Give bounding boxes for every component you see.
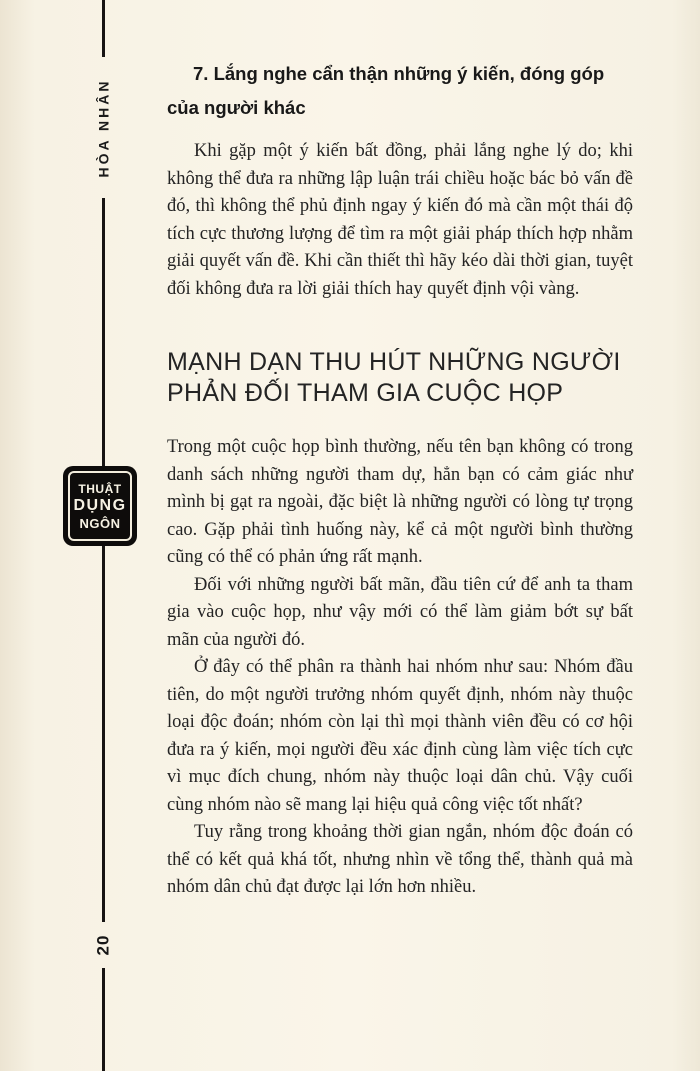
paragraph-3: Đối với những người bất mãn, đầu tiên cứ để anh ta tham gia vào cuộc họp, như vậy mới có thể làm giảm bớt sự bất mãn của người đó. [167, 574, 633, 650]
section-heading [167, 347, 633, 409]
spine-rule-bottom [102, 968, 105, 1071]
section-heading-line-2: PHẢN ĐỐI THAM GIA CUỘC HỌP [167, 379, 564, 407]
author-name-vertical [84, 57, 122, 198]
paragraph-2: Trong một cuộc họp bình thường, nếu tên bạn không có trong danh sách những người tham dự, hẳn bạn có cảm giác như mình bị gạt ra ngoài, đặc biệt là những người có lòng tự trọng cao. Gặp phải tình huống này, kể cả một người bình thường cũng có thể có phản ứng rất mạnh. [167, 437, 633, 567]
page-number [84, 922, 122, 968]
paragraph-1: Khi gặp một ý kiến bất đồng, phải lắng nghe lý do; khi không thể đưa ra những lập luận trái chiều hoặc bác bỏ vấn đề đó, thì không thể phủ định ngay ý kiến đó mà cần một thái độ tích cực thương lượng để tìm ra một giải pháp thích hợp nhằm giải quyết vấn đề. Khi cần thiết thì hãy kéo dài thời gian, tuyệt đối không đưa ra lời giải thích hay quyết định vội vàng. [167, 141, 633, 299]
paragraph-5: Tuy rằng trong khoảng thời gian ngắn, nhóm độc đoán có thể có kết quả khá tốt, nhưng nhìn về tổng thể, thành quả mà nhóm dân chủ đạt được lại lớn hơn nhiều. [167, 822, 633, 897]
series-logo-frame [68, 471, 132, 541]
subsection-heading: 7. Lắng nghe cẩn thận những ý kiến, đóng góp của người khác [167, 63, 605, 118]
spine-rule-middle [102, 198, 105, 922]
series-logo [63, 466, 137, 546]
paragraph-4: Ở đây có thể phân ra thành hai nhóm như sau: Nhóm đầu tiên, do một người trưởng nhóm quyết định, nhóm này thuộc loại độc đoán; nhóm còn lại thì mọi thành viên đều có cơ hội đưa ra ý kiến, mọi người đều xác định cùng làm việc tích cực vì mục đích chung, nhóm này thuộc loại dân chủ. Vậy cuối cùng nhóm nào sẽ mang lại hiệu quả công việc tốt nhất? [167, 657, 633, 815]
section-heading-line-1: MẠNH DẠN THU HÚT NHỮNG NGƯỜI [167, 348, 621, 376]
page-number-label: 20 [92, 934, 112, 956]
logo-word-1: THUẬT [78, 481, 122, 496]
author-name-label: HÒA NHÂN [95, 78, 112, 177]
spine-rule-top [102, 0, 105, 57]
logo-word-2: DỤNG [73, 496, 127, 514]
logo-word-3: NGÔN [79, 515, 121, 531]
content-column [167, 57, 633, 902]
